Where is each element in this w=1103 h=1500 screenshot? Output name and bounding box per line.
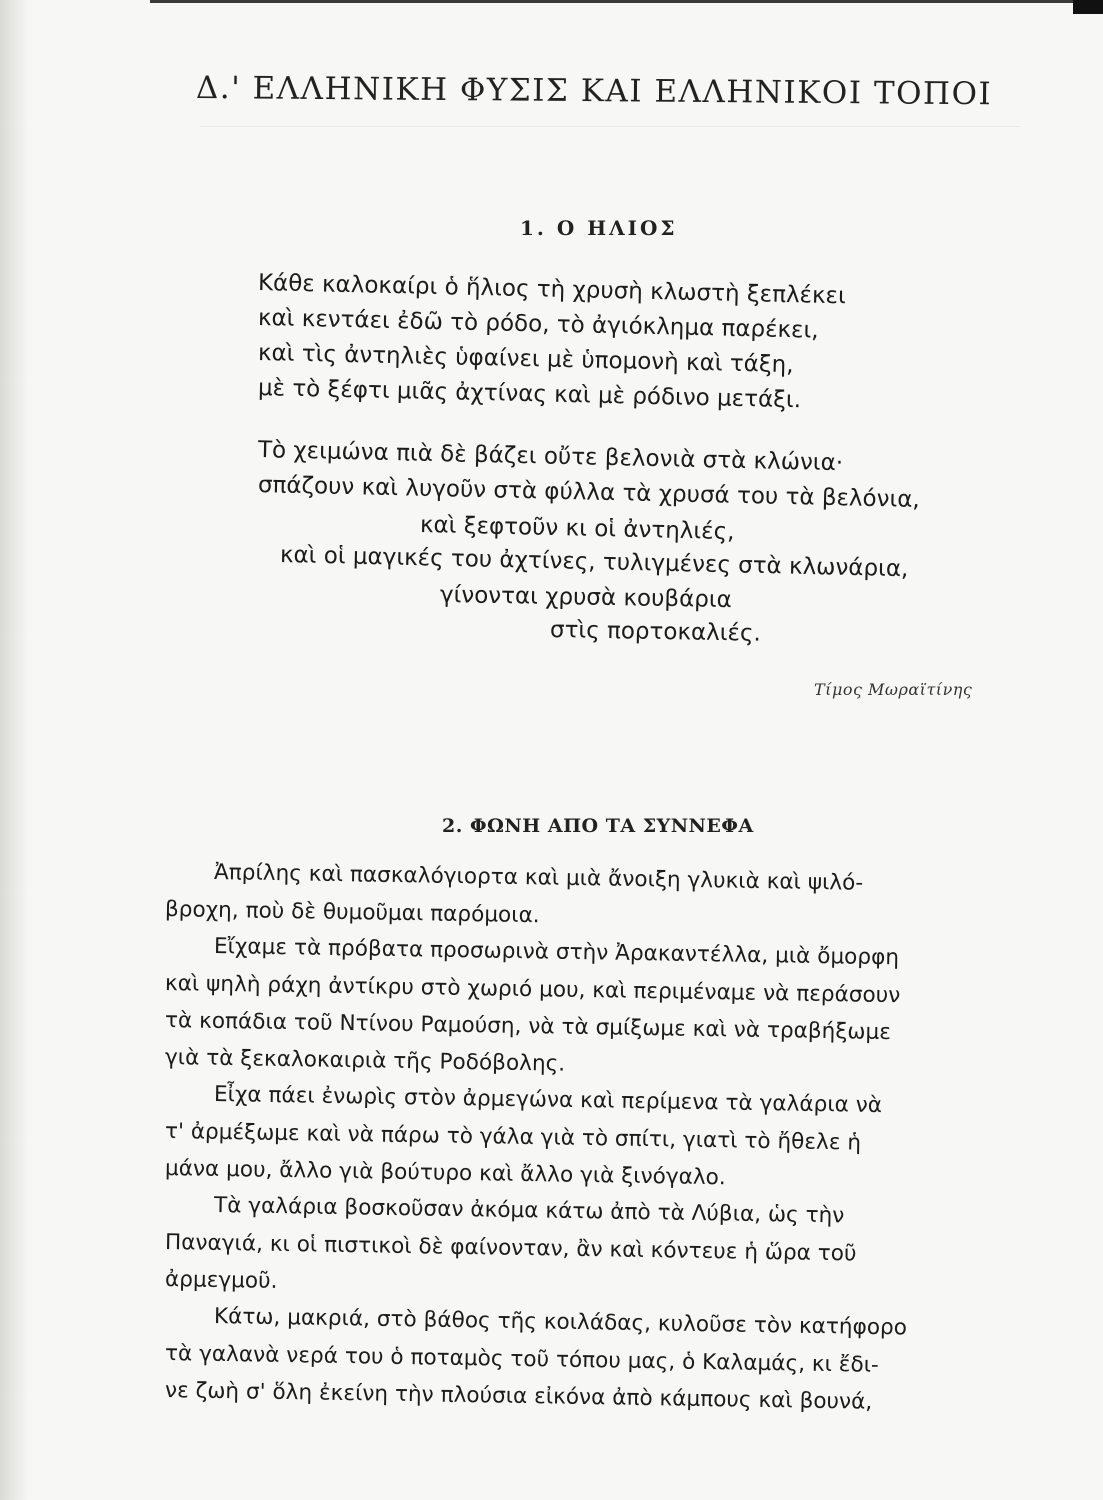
poem-line: Τὸ χειμώνα πιὰ δὲ βάζει οὔτε βελονιὰ στὰ κλώνια· — [257, 437, 844, 477]
poem-line: καὶ οἱ μαγικές του ἀχτίνες, τυλιγμένες στὰ κλωνάρια, — [279, 542, 909, 583]
prose-line: γιὰ τὰ ξεκαλοκαιριὰ τῆς Ροδόβολης. — [164, 1045, 566, 1077]
poem-title: 1. Ο ΗΛΙΟΣ — [520, 216, 678, 240]
prose-line: νε ζωὴ σ' ὅλη ἐκείνη τὴν πλούσια εἰκόνα ἀπὸ κάμπους καὶ βουνά, — [164, 1378, 873, 1415]
prose-line: μάνα μου, ἄλλο γιὰ βούτυρο καὶ ἄλλο γιὰ ξινόγαλο. — [164, 1156, 726, 1191]
bleed-through-rule — [200, 126, 1020, 127]
prose-line: Παναγιά, κι οἱ πιστικοὶ δὲ φαίνονταν, ἂν καὶ κόντευε ἡ ὥρα τοῦ — [164, 1230, 857, 1267]
poem-line: σπάζουν καὶ λυγοῦν στὰ φύλλα τὰ χρυσά του τὰ βελόνια, — [257, 472, 921, 514]
prose-line: Κάτω, μακριά, στὸ βάθος τῆς κοιλάδας, κυλοῦσε τὸν κατήφορο — [213, 1304, 908, 1341]
poem-line: καὶ ξεφτοῦν κι οἱ ἀντηλιές, — [419, 512, 735, 546]
poem-line: Κάθε καλοκαίρι ὁ ἥλιος τὴ χρυσὴ κλωστὴ ξεπλέκει — [257, 270, 847, 310]
poem-author: Τίμος Μωραϊτίνης — [814, 680, 973, 699]
prose-line: Εἴχαμε τὰ πρόβατα προσωρινὰ στὴν Ἀρακαντέλλα, μιὰ ὄμορφη — [213, 934, 900, 971]
poem-line: γίνονται χρυσὰ κουβάρια — [439, 582, 733, 614]
poem-line: καὶ κεντάει ἐδῶ τὸ ρόδο, τὸ ἀγιόκλημα παρέκει, — [257, 305, 819, 344]
prose-line: Ἀπρίλης καὶ πασκαλόγιορτα καὶ μιὰ ἄνοιξη γλυκιὰ καὶ ψιλό- — [213, 860, 864, 896]
poem-line: καὶ τὶς ἀντηλιὲς ὑφαίνει μὲ ὑπομονὴ καὶ τάξη, — [257, 340, 794, 379]
prose-title: 2. ΦΩΝΗ ΑΠΟ ΤΑ ΣΥΝΝΕΦΑ — [442, 815, 754, 837]
scan-top-edge — [150, 0, 1073, 3]
prose-line: τὰ κοπάδια τοῦ Ντίνου Ραμούση, νὰ τὰ σμίξωμε καὶ νὰ τραβήξωμε — [164, 1008, 892, 1046]
scan-corner — [1073, 0, 1103, 14]
section-heading: Δ.' ΕΛΛΗΝΙΚΗ ΦΥΣΙΣ ΚΑΙ ΕΛΛΗΝΙΚΟΙ ΤΟΠΟΙ — [195, 70, 993, 113]
prose-line: βροχη, ποὺ δὲ θυμοῦμαι παρόμοια. — [164, 897, 540, 929]
poem-line: στὶς πορτοκαλιές. — [549, 617, 762, 647]
poem-line: μὲ τὸ ξέφτι μιᾶς ἀχτίνας καὶ μὲ ρόδινο μετάξι. — [257, 375, 802, 414]
page-edge-shadow — [0, 0, 30, 1500]
prose-line: Εἶχα πάει ἐνωρὶς στὸν ἀρμεγώνα καὶ περίμενα τὰ γαλάρια νὰ — [213, 1082, 883, 1119]
prose-line: τὰ γαλανὰ νερά του ὁ ποταμὸς τοῦ τόπου μας, ὁ Καλαμάς, κι ἔδι- — [164, 1341, 879, 1378]
prose-line: Τὰ γαλάρια βοσκοῦσαν ἀκόμα κάτω ἀπὸ τὰ Λύβια, ὡς τὴν — [213, 1193, 845, 1229]
prose-line: καὶ ψηλὴ ράχη ἀντίκρυ στὸ χωριό μου, καὶ περιμέναμε νὰ περάσουν — [164, 971, 901, 1009]
prose-line: τ' ἀρμέξωμε καὶ νὰ πάρω τὸ γάλα γιὰ τὸ σπίτι, γιατὶ τὸ ἤθελε ἡ — [164, 1119, 862, 1156]
prose-line: ἀρμεγμοῦ. — [164, 1267, 278, 1294]
